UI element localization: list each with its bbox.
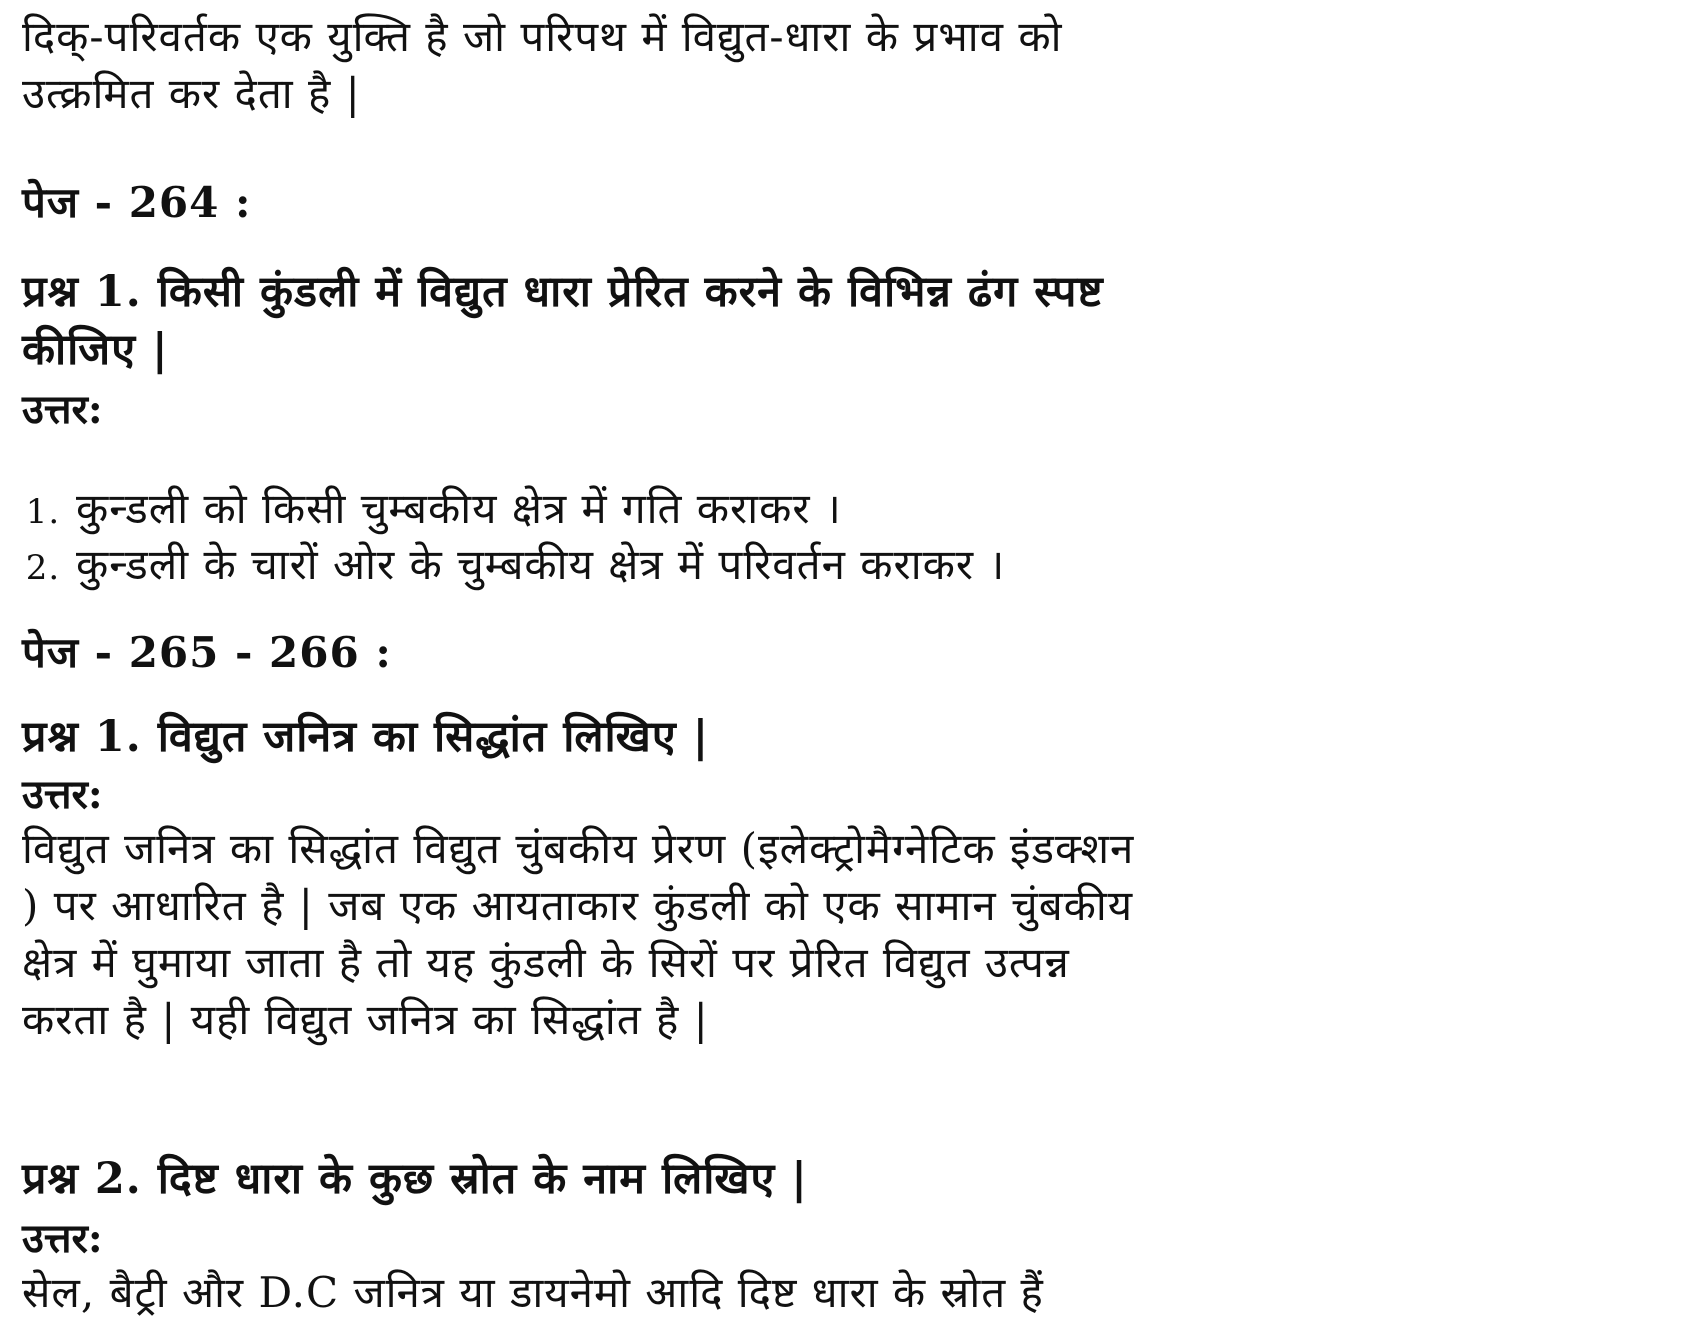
question-3-answer-text: सेल, बैट्री और D.C जनित्र या डायनेमो आदि दिष्ट धारा के स्रोत हैं <box>22 1268 1044 1317</box>
intro-paragraph: दिक्-परिवर्तक एक युक्ति है जो परिपथ में विद्युत-धारा के प्रभाव को उत्क्रमित कर देता है | <box>22 12 1063 118</box>
list-item: 2. कुन्डली के चारों ओर के चुम्बकीय क्षेत्र में परिवर्तन कराकर । <box>72 537 1244 593</box>
question-2-text: प्रश्न 1. विद्युत जनित्र का सिद्धांत लिखिए | <box>22 712 710 762</box>
question-1-answer-list <box>0 481 1244 593</box>
question-3-answer-label: उत्तर: <box>22 1215 103 1262</box>
question-1-text: प्रश्न 1. किसी कुंडली में विद्युत धारा प्रेरित करने के विभिन्न ढंग स्पष्ट कीजिए | <box>22 267 1104 375</box>
question-2-answer-text: विद्युत जनित्र का सिद्धांत विद्युत चुंबकीय प्रेरण (इलेक्ट्रोमैग्नेटिक इंडक्शन ) पर आधारित है | जब एक आयताकार कुंडली को एक सामान चुंबकीय क्षेत्र में घुमाया जाता है तो यह कुंडली के सिरों पर प्रेरित विद्युत उत्पन्न करता है | यही विद्युत जनित्र का सिद्धांत है | <box>22 824 1135 1044</box>
question-2-answer-label: उत्तर: <box>22 771 103 818</box>
question-1-answer-label: उत्तर: <box>22 386 103 433</box>
list-item: 1. कुन्डली को किसी चुम्बकीय क्षेत्र में गति कराकर । <box>72 481 1244 537</box>
page-heading-265-266: पेज - 265 - 266 : <box>22 628 392 677</box>
page-heading-264: पेज - 264 : <box>22 178 252 227</box>
question-3-text: प्रश्न 2. दिष्ट धारा के कुछ स्रोत के नाम लिखिए | <box>22 1154 808 1204</box>
